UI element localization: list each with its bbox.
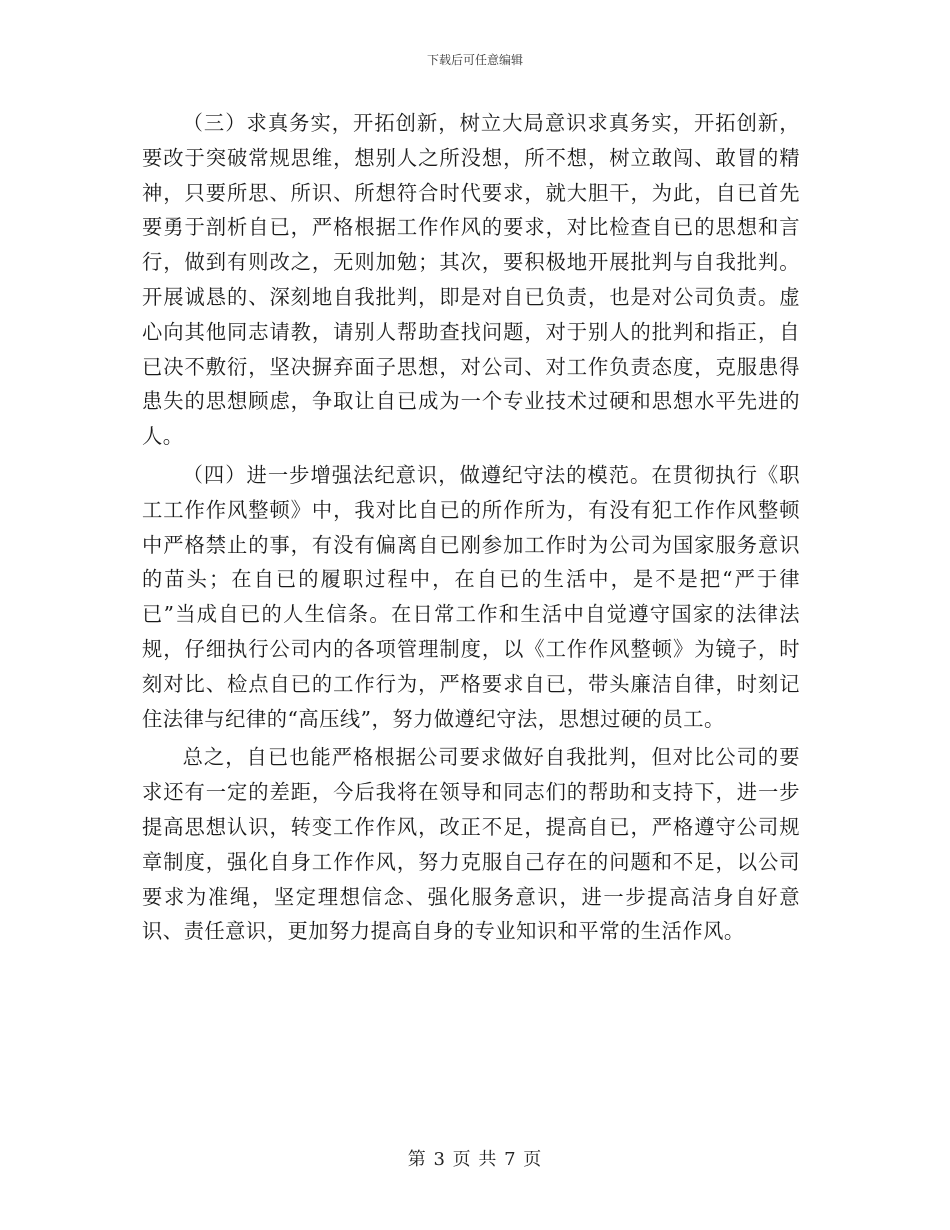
paragraph-section-three: （三）求真务实，开拓创新，树立大局意识求真务实，开拓创新，要改于突破常规思维，想别人之所没想，所不想，树立敢闯、敢冒的精神，只要所思、所识、所想符合时代要求，就大胆干，为此，自已首先要勇于剖析自已，严格根据工作作风的要求，对比检查自已的思想和言行，做到有则改之，无则加勉；其次，要积极地开展批判与自我批判。开展诚恳的、深刻地自我批判，即是对自已负责，也是对公司负责。虚心向其他同志请教，请别人帮助查找问题，对于别人的批判和指正，自已决不敷衍，坚决摒弃面子思想，对公司、对工作负责态度，克服患得患失的思想顾虑，争取让自已成为一个专业技术过硬和思想水平先进的人。 [142, 111, 800, 449]
paragraph-conclusion: 总之，自已也能严格根据公司要求做好自我批判，但对比公司的要求还有一定的差距，今后我将在领导和同志们的帮助和支持下，进一步提高思想认识，转变工作作风，改正不足，提高自已，严格遵守公司规章制度，强化自身工作作风，努力克服自己存在的问题和不足，以公司要求为准绳，坚定理想信念、强化服务意识，进一步提高洁身自好意识、责任意识，更加努力提高自身的专业知识和平常的生活作风。 [142, 745, 800, 944]
page-number-footer: 第 3 页 共 7 页 [407, 1149, 543, 1170]
paragraph-section-four: （四）进一步增强法纪意识，做遵纪守法的模范。在贯彻执行《职工工作作风整顿》中，我对比自已的所作所为，有没有犯工作作风整顿中严格禁止的事，有没有偏离自已刚参加工作时为公司为国家服务意识的苗头；在自已的履职过程中，在自已的生活中，是不是把“严于律已”当成自已的人生信条。在日常工作和生活中自觉遵守国家的法律法规，仔细执行公司内的各项管理制度，以《工作作风整顿》为镜子，时刻对比、检点自已的工作行为，严格要求自已，带头廉洁自律，时刻记住法律与纪律的“高压线”，努力做遵纪守法，思想过硬的员工。 [142, 462, 800, 731]
document-body [142, 106, 800, 949]
page-header: 下载后可任意编辑 [426, 53, 523, 67]
